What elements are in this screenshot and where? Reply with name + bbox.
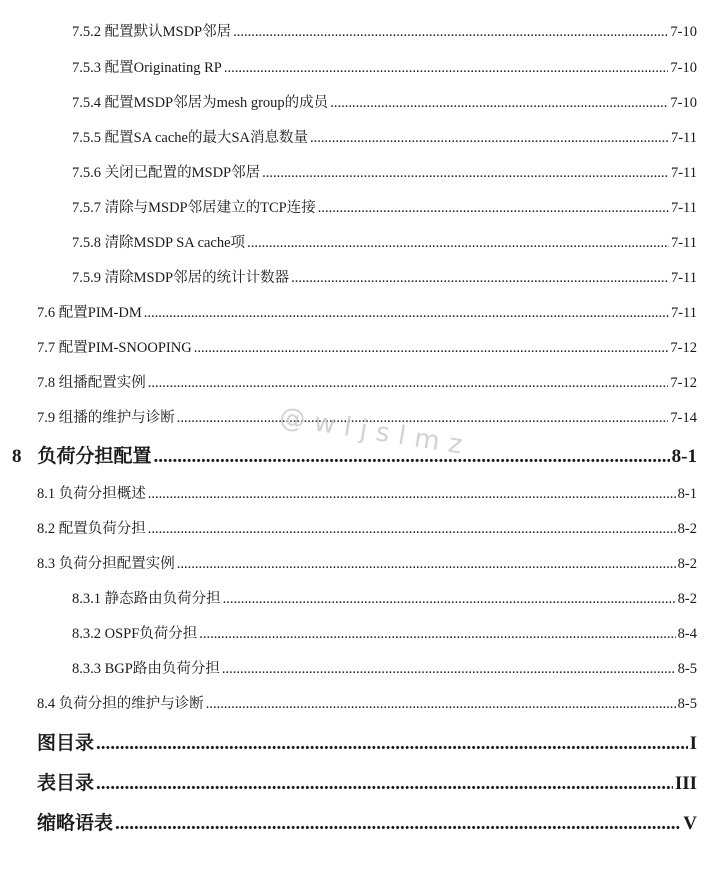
section-title: 静态路由负荷分担 <box>104 591 221 607</box>
section-title: 配置PIM-SNOOPING <box>58 340 192 356</box>
section-title: 清除MSDP邻居的统计计数器 <box>104 270 290 286</box>
dot-leader <box>144 305 669 322</box>
appendix-title: 缩略语表 <box>37 813 114 834</box>
dot-leader <box>291 270 669 287</box>
dot-leader <box>115 813 681 835</box>
toc-entry-8-3-2[interactable] <box>72 622 697 643</box>
dot-leader <box>224 60 669 77</box>
page-number: 8-2 <box>677 556 697 572</box>
toc-entry-8-4[interactable] <box>37 692 697 713</box>
dot-leader <box>330 95 668 112</box>
dot-leader <box>148 521 676 538</box>
toc-entry-7-5-8[interactable] <box>72 231 697 252</box>
section-number: 7.5.6 <box>72 165 101 181</box>
section-title: OSPF负荷分担 <box>104 626 198 642</box>
appendix-title: 表目录 <box>37 773 95 794</box>
toc-entry-8-2[interactable] <box>37 517 697 538</box>
section-title: 配置负荷分担 <box>58 521 146 537</box>
toc-entry-7-5-2[interactable] <box>72 20 697 41</box>
page-number: 7-10 <box>670 60 697 76</box>
toc-entry-7-7[interactable] <box>37 336 697 357</box>
page-number: I <box>689 733 697 754</box>
dot-leader <box>310 130 669 147</box>
page-number: 7-11 <box>670 200 697 216</box>
toc-entry-7-5-6[interactable] <box>72 161 697 182</box>
section-title: 负荷分担概述 <box>58 486 146 502</box>
page-number: 7-10 <box>670 24 697 40</box>
toc-list-of-figures[interactable] <box>37 728 697 755</box>
section-title: 配置默认MSDP邻居 <box>104 24 232 40</box>
chapter-number: 8 <box>12 446 22 467</box>
section-title: 清除MSDP SA cache项 <box>104 235 246 251</box>
toc-entry-7-5-9[interactable] <box>72 266 697 287</box>
toc-entry-8-3-3[interactable] <box>72 657 697 678</box>
section-number: 8.3.3 <box>72 661 101 677</box>
toc-entry-8-3[interactable] <box>37 552 697 573</box>
section-number: 8.1 <box>37 486 56 502</box>
watermark: @wljslmz <box>277 402 474 462</box>
section-number: 7.6 <box>37 305 56 321</box>
section-number: 7.7 <box>37 340 56 356</box>
toc-entry-7-5-3[interactable] <box>72 56 697 77</box>
section-title: 清除与MSDP邻居建立的TCP连接 <box>104 200 316 216</box>
page-number: 7-12 <box>670 340 697 356</box>
page-number: 8-1 <box>671 446 697 467</box>
page-number: 7-10 <box>670 95 697 111</box>
page-number: 8-4 <box>677 626 697 642</box>
page-number: V <box>683 813 697 834</box>
section-title: 配置Originating RP <box>104 60 222 76</box>
page-number: 7-14 <box>670 410 697 426</box>
page-number: 7-11 <box>670 305 697 321</box>
section-title: 组播配置实例 <box>58 375 146 391</box>
page-number: 8-5 <box>677 696 697 712</box>
section-number: 8.3.1 <box>72 591 101 607</box>
dot-leader <box>262 165 669 182</box>
section-number: 8.3 <box>37 556 56 572</box>
dot-leader <box>96 773 673 795</box>
section-number: 7.9 <box>37 410 56 426</box>
section-number: 7.5.5 <box>72 130 101 146</box>
section-title: 配置PIM-DM <box>58 305 142 321</box>
dot-leader <box>223 591 676 608</box>
section-number: 7.8 <box>37 375 56 391</box>
page-number: 7-11 <box>670 235 697 251</box>
dot-leader <box>199 626 675 643</box>
toc-entry-7-5-7[interactable] <box>72 196 697 217</box>
appendix-title: 图目录 <box>37 733 95 754</box>
toc-entry-8-1[interactable] <box>37 482 697 503</box>
dot-leader <box>194 340 669 357</box>
chapter-title: 负荷分担配置 <box>37 446 152 467</box>
section-title: 负荷分担的维护与诊断 <box>58 696 204 712</box>
section-number: 7.5.2 <box>72 24 101 40</box>
section-title: BGP路由负荷分担 <box>104 661 220 677</box>
page-number: 8-2 <box>677 591 697 607</box>
toc-entry-7-8[interactable] <box>37 371 697 392</box>
toc-entry-7-5-5[interactable] <box>72 126 697 147</box>
section-title: 配置MSDP邻居为mesh group的成员 <box>104 95 329 111</box>
section-number: 7.5.4 <box>72 95 101 111</box>
section-title: 关闭已配置的MSDP邻居 <box>104 165 261 181</box>
dot-leader <box>233 24 668 41</box>
toc-list-of-tables[interactable] <box>37 768 697 795</box>
page-number: 8-1 <box>677 486 697 502</box>
toc-entry-7-5-4[interactable] <box>72 91 697 112</box>
page-number: III <box>674 773 697 794</box>
section-number: 7.5.3 <box>72 60 101 76</box>
section-number: 8.2 <box>37 521 56 537</box>
page-number: 7-11 <box>670 130 697 146</box>
dot-leader <box>318 200 669 217</box>
toc-abbreviations[interactable] <box>37 808 697 835</box>
page-number: 7-12 <box>670 375 697 391</box>
dot-leader <box>222 661 676 678</box>
section-title: 配置SA cache的最大SA消息数量 <box>104 130 309 146</box>
section-title: 负荷分担配置实例 <box>58 556 175 572</box>
dot-leader <box>148 375 669 392</box>
toc-chapter-8[interactable] <box>12 441 697 468</box>
page-number: 7-11 <box>670 165 697 181</box>
page-number: 7-11 <box>670 270 697 286</box>
toc-entry-7-6[interactable] <box>37 301 697 322</box>
page-number: 8-2 <box>677 521 697 537</box>
dot-leader <box>177 556 676 573</box>
section-number: 7.5.7 <box>72 200 101 216</box>
page-number: 8-5 <box>677 661 697 677</box>
section-number: 7.5.9 <box>72 270 101 286</box>
section-number: 8.3.2 <box>72 626 101 642</box>
section-number: 7.5.8 <box>72 235 101 251</box>
dot-leader <box>247 235 669 252</box>
dot-leader <box>206 696 676 713</box>
section-number: 8.4 <box>37 696 56 712</box>
dot-leader <box>96 733 688 755</box>
section-title: 组播的维护与诊断 <box>58 410 175 426</box>
toc-entry-8-3-1[interactable] <box>72 587 697 608</box>
dot-leader <box>148 486 676 503</box>
